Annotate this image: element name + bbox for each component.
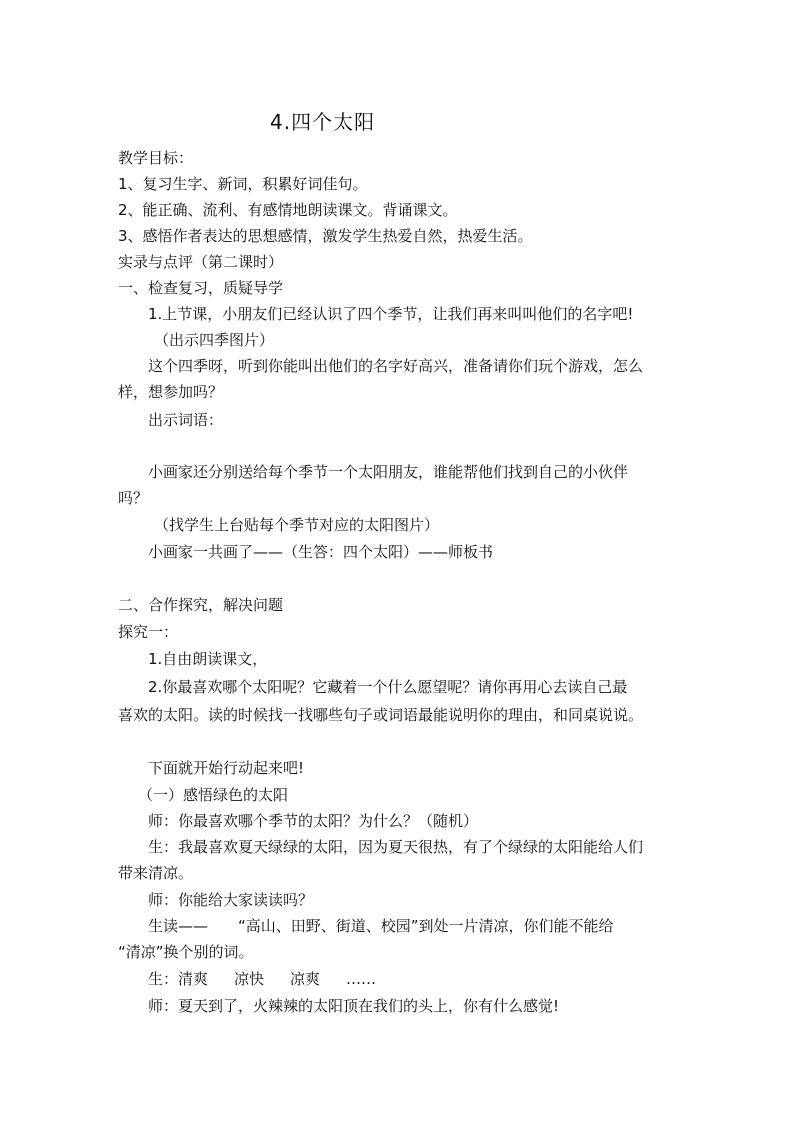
text-line: 2、能正确、流利、有感情地朗读课文。背诵课文。 — [118, 201, 458, 219]
text-line: 探究一： — [118, 623, 179, 641]
text-line: 1.自由朗读课文， — [148, 650, 268, 668]
text-line: 这个四季呀，听到你能叫出他们的名字好高兴，准备请你们玩个游戏，怎么 — [148, 357, 644, 375]
text-line: 样，想参加吗？ — [118, 383, 224, 401]
synonym-prefix: 生：清爽 — [148, 970, 209, 988]
synonym-word: 凉爽 — [290, 970, 321, 988]
section-heading: 一、检查复习，质疑导学 — [118, 279, 284, 297]
text-line: 师：你最喜欢哪个季节的太阳？为什么？（随机） — [148, 812, 479, 830]
section-heading: 二、合作探究，解决问题 — [118, 596, 284, 614]
text-line: 小画家还分别送给每个季节一个太阳朋友，谁能帮他们找到自己的小伙伴 — [148, 463, 629, 481]
text-line: 3、感悟作者表达的思想感情，激发学生热爱自然，热爱生活。 — [118, 227, 533, 245]
text-line: 出示词语： — [148, 411, 224, 429]
text-line: 喜欢的太阳。读的时候找一找哪些句子或词语最能说明你的理由，和同桌说说。 — [118, 706, 644, 724]
text-line: 2.你最喜欢哪个太阳呢？它藏着一个什么愿望呢？请你再用心去读自己最 — [148, 678, 628, 696]
subsection-heading: （一）感悟绿色的太阳 — [138, 786, 289, 804]
page-title: 4.四个太阳 — [270, 110, 376, 134]
text-line: （找学生上台贴每个季节对应的太阳图片） — [154, 516, 440, 534]
synonyms-line — [148, 968, 376, 990]
text-line: 下面就开始行动起来吧! — [148, 759, 305, 777]
text-line: “清凉”换个别的词。 — [118, 943, 254, 961]
text-line: 师：你能给大家读读吗？ — [148, 891, 314, 909]
text-line: 教学目标： — [118, 149, 194, 167]
text-line: 师：夏天到了，火辣辣的太阳顶在我们的头上，你有什么感觉! — [148, 997, 560, 1015]
text-line: 实录与点评（第二课时） — [118, 253, 284, 271]
text-line: 带来清凉。 — [118, 864, 194, 882]
text-line: 1.上节课，小朋友们已经认识了四个季节，让我们再来叫叫他们的名字吧! — [148, 305, 634, 323]
text-line: 吗？ — [118, 489, 149, 507]
synonym-ellipsis: …… — [346, 970, 377, 988]
text-line: （出示四季图片） — [154, 331, 275, 349]
text-line: 1、复习生字、新词，积累好词佳句。 — [118, 175, 368, 193]
text-line: 小画家一共画了——（生答：四个太阳）——师板书 — [148, 543, 494, 561]
text-line: 生读—— “高山、田野、街道、校园”到处一片清凉，你们能不能给 — [148, 917, 614, 935]
text-line: 生：我最喜欢夏天绿绿的太阳，因为夏天很热，有了个绿绿的太阳能给人们 — [148, 838, 644, 856]
synonym-word: 凉快 — [234, 970, 265, 988]
